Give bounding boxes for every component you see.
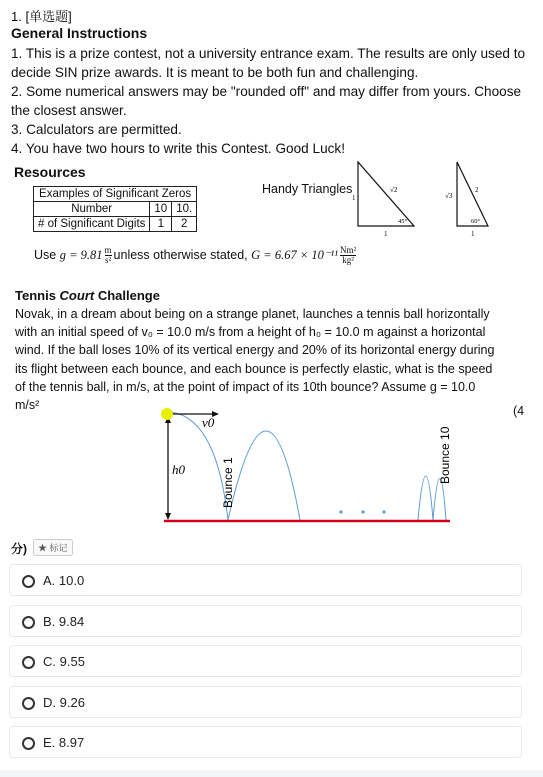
dot [382, 510, 385, 513]
option-letter: E. [43, 735, 56, 750]
h0-label: h0 [172, 462, 185, 477]
instruction-line: 2. Some numerical answers may be "rounded off" and may differ from yours. Choose [11, 84, 522, 99]
option-label [43, 654, 85, 669]
table-caption: Examples of Significant Zeros [34, 187, 197, 202]
option-b[interactable] [9, 605, 522, 637]
table-cell: 2 [172, 217, 197, 232]
triangle-60-side-label: √3 [445, 192, 453, 200]
dot [361, 510, 364, 513]
tennis-ball [161, 408, 173, 420]
bounce-9-arc [418, 476, 433, 520]
resources-title: Resources [14, 164, 86, 180]
triangle-60-hyp-label: 2 [475, 186, 479, 194]
instruction-line: the closest answer. [11, 103, 127, 118]
bounce-1-label: Bounce 1 [221, 457, 235, 508]
problem-line: Novak, in a dream about being on a strange planet, launches a tennis ball horizontally [15, 307, 490, 321]
option-letter: A. [43, 573, 56, 588]
option-value: 8.97 [58, 735, 85, 750]
bounce-1-arc [228, 431, 300, 520]
height-arrow-head-bottom [165, 513, 171, 520]
instruction-line: 3. Calculators are permitted. [11, 122, 182, 137]
tennis-title-part: Challenge [94, 288, 160, 303]
table-cell: Number [34, 202, 150, 217]
g-unit-num: m [104, 245, 112, 255]
instruction-line: decide SIN prize awards. It is meant to be both fun and challenging. [11, 65, 419, 80]
triangle-45-base-label: 1 [384, 230, 388, 238]
G-unit-fraction [340, 246, 356, 265]
G-constant: G = 6.67 × 10⁻¹¹ [251, 247, 339, 262]
constants-line [34, 246, 358, 265]
g-unit-den: s² [104, 255, 112, 265]
g-constant: g = 9.81 [59, 247, 103, 262]
g-unit-fraction [105, 246, 112, 265]
constants-mid: unless otherwise stated, [113, 247, 248, 262]
constants-prefix: Use [34, 247, 57, 262]
option-e[interactable] [9, 726, 522, 758]
v0-label: v0 [202, 415, 215, 430]
tennis-title-part: Court [59, 288, 95, 303]
bounce-diagram [150, 402, 460, 530]
option-value: 9.26 [59, 695, 85, 710]
option-value: 9.84 [58, 614, 85, 629]
instruction-line: 4. You have two hours to write this Contest. Good Luck! [11, 141, 345, 156]
radio-icon[interactable] [22, 575, 35, 588]
tennis-problem-text [15, 305, 501, 414]
option-label [43, 614, 84, 629]
table-cell: 1 [150, 217, 172, 232]
triangle-45-leg-label: 1 [352, 194, 356, 202]
bounce-10-label: Bounce 10 [438, 426, 452, 484]
general-instructions-title: General Instructions [11, 25, 148, 41]
option-a[interactable] [9, 564, 522, 596]
tennis-title [15, 288, 160, 303]
significant-zeros-table [33, 186, 197, 232]
option-value: 10.0 [58, 573, 85, 588]
triangle-60-angle-label: 60° [471, 218, 481, 225]
option-d[interactable] [9, 686, 522, 718]
problem-line: of the tennis ball, in m/s, at the point of impact of its 10th bounce? Assume g = 10.0 m/s² [15, 379, 476, 413]
table-cell: # of Significant Digits [34, 217, 150, 232]
option-letter: D. [43, 695, 56, 710]
option-label [43, 735, 84, 750]
tennis-title-part: Tennis [15, 288, 60, 303]
G-unit-den: kg² [342, 255, 354, 265]
triangle-45-angle-label: 45° [398, 218, 408, 225]
points-unit: 分) [11, 542, 27, 556]
triangle-60-base-label: 1 [471, 230, 475, 238]
problem-line: wind. If the ball loses 10% of its vertical energy and 20% of its horizontal energy during [15, 343, 495, 358]
bottom-bar [0, 770, 543, 777]
triangle-45-diagram [352, 158, 422, 238]
radio-icon[interactable] [22, 697, 35, 710]
radio-icon[interactable] [22, 656, 35, 669]
option-value: 9.55 [59, 654, 85, 669]
option-letter: B. [43, 614, 56, 629]
points-label: (4 [513, 404, 525, 418]
triangle-45-hyp-label: √2 [390, 186, 398, 194]
triangle-60-diagram [444, 158, 494, 238]
option-label [43, 573, 84, 588]
table-cell: 10 [150, 202, 172, 217]
handy-triangles-label: Handy Triangles [262, 182, 353, 196]
mark-tag[interactable]: ★ 标记 [33, 539, 73, 556]
instruction-line: 1. This is a prize contest, not a university entrance exam. The results are only used to [11, 46, 526, 61]
radio-icon[interactable] [22, 737, 35, 750]
table-cell: 10. [172, 202, 197, 217]
radio-icon[interactable] [22, 616, 35, 629]
option-letter: C. [43, 654, 56, 669]
dot [339, 510, 342, 513]
option-c[interactable] [9, 645, 522, 677]
problem-line: with an initial speed of v₀ = 10.0 m/s from a height of h₀ = 10.0 m against a horizontal [15, 325, 486, 340]
problem-line: its flight between each bounce, and each bounce is perfectly elastic, what is the speed [15, 361, 493, 376]
general-instructions-body [11, 44, 533, 158]
option-label [43, 695, 85, 710]
G-unit-num: Nm² [340, 245, 357, 255]
question-header: 1. [单选题] [11, 9, 72, 24]
